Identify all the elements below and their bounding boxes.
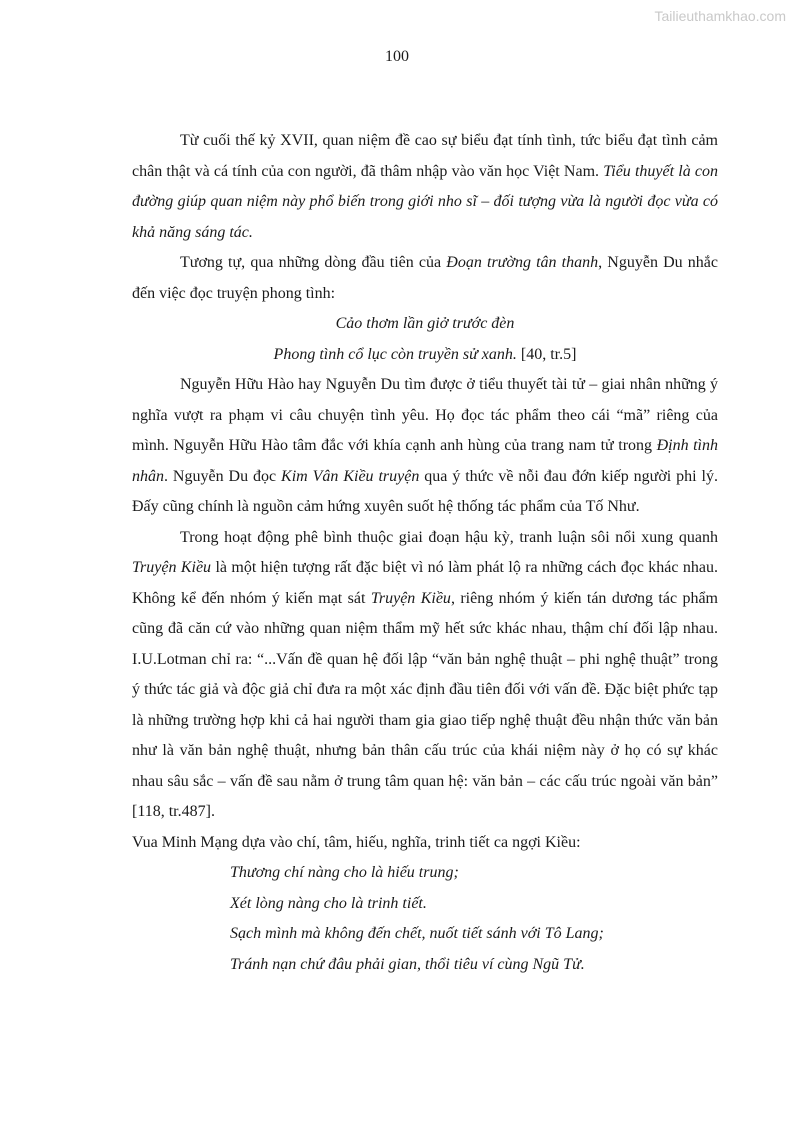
paragraph-4 bbox=[132, 523, 718, 828]
citation: [40, tr.5] bbox=[516, 345, 577, 363]
paragraph-4-text: là một hiện tượng rất đặc biệt vì nó làm phát lộ ra những cách đọc khác nhau. Không kể đến nhóm ý kiến mạt sát bbox=[132, 559, 718, 607]
verse-2-line-2: Xét lòng nàng cho là trinh tiết. bbox=[230, 894, 427, 912]
work-title: Định tình nhân bbox=[132, 437, 718, 485]
verse-2-line-4: Tránh nạn chứ đâu phải gian, thổi tiêu ví cùng Ngũ Tử. bbox=[230, 955, 585, 973]
paragraph-3-text: Nguyễn Hữu Hào hay Nguyễn Du tìm được ở tiểu thuyết tài tử – giai nhân những ý nghĩa vượt ra phạm vi câu chuyện tình yêu. Họ đọc tác phẩm theo cái “mã” riêng của mình. Nguyễn Hữu Hào tâm đắc với khía cạnh anh hùng của trang nam tử trong bbox=[132, 376, 718, 454]
work-title: Kim Vân Kiều truyện bbox=[281, 467, 420, 485]
watermark-text: Tailieuthamkhao.com bbox=[654, 8, 786, 24]
verse-1-line-1: Cảo thơm lần giở trước đèn bbox=[335, 315, 515, 332]
paragraph-5: Vua Minh Mạng dựa vào chí, tâm, hiếu, nghĩa, trinh tiết ca ngợi Kiều: bbox=[132, 833, 581, 851]
work-title: Truyện Kiều bbox=[370, 589, 451, 607]
document-body bbox=[132, 126, 718, 980]
verse-line bbox=[132, 309, 718, 340]
work-title: Truyện Kiều bbox=[132, 559, 212, 576]
paragraph-4-text: Trong hoạt động phê bình thuộc giai đoạn hậu kỳ, tranh luận sôi nổi xung quanh bbox=[180, 528, 718, 546]
paragraph-1 bbox=[132, 126, 718, 248]
verse-line bbox=[132, 340, 718, 371]
work-title: Đoạn trường tân thanh bbox=[446, 254, 599, 271]
verse-2-line-3: Sạch mình mà không đến chết, nuốt tiết sánh với Tô Lang; bbox=[230, 925, 604, 942]
paragraph-2-before: Tương tự, qua những dòng đầu tiên của bbox=[180, 254, 447, 271]
paragraph-1-italic: Tiểu thuyết là con đường giúp quan niệm này phổ biến trong giới nho sĩ – đối tượng vừa là người đọc vừa có khả năng sáng tác. bbox=[132, 162, 719, 241]
paragraph-2 bbox=[132, 248, 718, 309]
paragraph-3 bbox=[132, 370, 718, 523]
verse-2-line-1: Thương chí nàng cho là hiếu trung; bbox=[230, 864, 459, 881]
verse-1-line-2: Phong tình cổ lục còn truyền sử xanh. bbox=[273, 345, 517, 363]
paragraph-3-text: . Nguyễn Du đọc bbox=[164, 467, 282, 485]
paragraph-2-after: , Nguyễn Du nhắc đến việc đọc truyện phong tình: bbox=[132, 254, 719, 302]
paragraph-4-text: , riêng nhóm ý kiến tán dương tác phẩm cũng đã căn cứ vào những quan niệm thẩm mỹ hết sức khác nhau, thậm chí đối lập nhau. I.U.Lotman chỉ ra: “...Vấn đề quan hệ đối lập “văn bản nghệ thuật – phi nghệ thuật” trong ý thức tác giả và độc giả chỉ đưa ra một xác định đầu tiên đối với vấn đề. Đặc biệt phức tạp là những trường hợp khi cả hai người tham gia giao tiếp nghệ thuật đều nhận thức văn bản như là văn bản nghệ thuật, nhưng bản thân cấu trúc của khái niệm này ở họ có sự khác nhau sâu sắc – vấn đề sau nằm ở trung tâm quan hệ: văn bản – các cấu trúc ngoài văn bản” [118, tr.487]. bbox=[132, 589, 719, 820]
paragraph-1-text: Từ cuối thế kỷ XVII, quan niệm đề cao sự biểu đạt tính tình, tức biểu đạt tình cảm chân thật và cá tính của con người, đã thâm nhập vào văn học Việt Nam. bbox=[132, 132, 718, 180]
page-number: 100 bbox=[385, 48, 409, 65]
paragraph-3-text: qua ý thức về nỗi đau đớn kiếp người phi lý. Đấy cũng chính là nguồn cảm hứng xuyên suốt hệ thống tác phẩm của Tố Như. bbox=[132, 467, 719, 515]
